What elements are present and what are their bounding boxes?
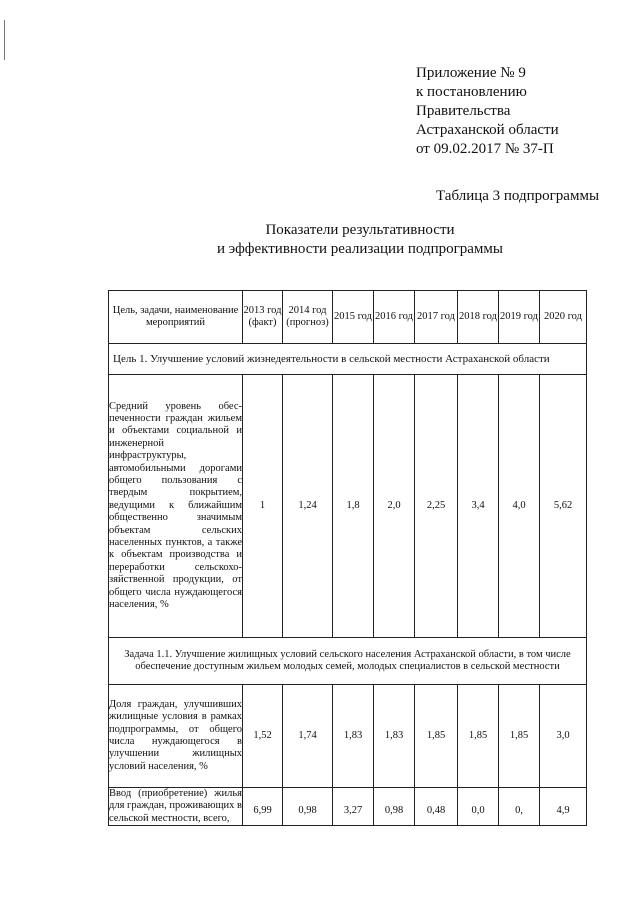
- value-cell: 1,85: [499, 685, 540, 788]
- appendix-line: к постановлению: [416, 84, 527, 100]
- value-cell: 1,24: [283, 375, 333, 638]
- value-cell: 0,98: [374, 788, 415, 826]
- document-title-line-1: Показатели результативности: [265, 222, 455, 238]
- value-cell: 1,83: [374, 685, 415, 788]
- table-reference: Таблица 3 подпрограммы: [436, 188, 600, 204]
- appendix-block: [416, 64, 559, 159]
- value-cell: 4,0: [499, 375, 540, 638]
- table-header-row: [109, 291, 587, 344]
- value-cell: 1,52: [243, 685, 283, 788]
- page-edge-mark: [4, 20, 5, 60]
- table-row: [109, 788, 587, 826]
- header-cell-year: 2015 год: [333, 291, 374, 344]
- value-cell: 3,27: [333, 788, 374, 826]
- indicator-name: Ввод (приобретение) жилья для граждан, проживающих в сельской местности, всего,: [109, 788, 242, 824]
- task-row: [109, 638, 587, 685]
- header-cell-year: 2013 год (факт): [243, 291, 283, 344]
- value-cell: 0,48: [415, 788, 458, 826]
- value-cell: 0,98: [283, 788, 333, 826]
- appendix-line: Астраханской области: [416, 122, 559, 138]
- value-cell: 1: [243, 375, 283, 638]
- value-cell: 3,0: [540, 685, 587, 788]
- task-cell: Задача 1.1. Улучшение жилищных условий сельского населения Астраханской области, в том числе обеспечение доступным жильем молодых семей, молодых специалистов в сельской местности: [109, 638, 587, 685]
- value-cell: 1,85: [415, 685, 458, 788]
- header-cell-year: 2020 год: [540, 291, 587, 344]
- value-cell: 1,74: [283, 685, 333, 788]
- value-cell: 6,99: [243, 788, 283, 826]
- header-cell-year: 2019 год: [499, 291, 540, 344]
- indicator-name: Доля граждан, улучшивших жилищные условия в рамках подпрограммы, от общего числа нуждающегося в улучшении жилищных условий населения, %: [109, 685, 243, 788]
- value-cell: 5,62: [540, 375, 587, 638]
- appendix-line: от 09.02.2017 № 37-П: [416, 141, 554, 157]
- header-cell-year: 2014 год (прогноз): [283, 291, 333, 344]
- value-cell: 1,83: [333, 685, 374, 788]
- value-cell: 2,25: [415, 375, 458, 638]
- goal-cell: Цель 1. Улучшение условий жизнедеятельности в сельской местности Астраханской области: [109, 344, 587, 375]
- value-cell: 1,8: [333, 375, 374, 638]
- header-cell-name: Цель, задачи, наименование мероприятий: [109, 291, 243, 344]
- header-cell-year: 2017 год: [415, 291, 458, 344]
- table-row: [109, 685, 587, 788]
- goal-row: [109, 344, 587, 375]
- value-cell: 4,9: [540, 788, 587, 826]
- value-cell: 2,0: [374, 375, 415, 638]
- document-title-line-2: и эффективности реализации подпрограммы: [217, 241, 503, 257]
- value-cell: 1,85: [458, 685, 499, 788]
- indicators-table: [108, 290, 587, 826]
- appendix-line: Правительства: [416, 103, 511, 119]
- value-cell: 3,4: [458, 375, 499, 638]
- table-row: [109, 375, 587, 638]
- header-cell-year: 2018 год: [458, 291, 499, 344]
- header-cell-year: 2016 год: [374, 291, 415, 344]
- value-cell: 0,: [499, 788, 540, 826]
- appendix-line: Приложение № 9: [416, 65, 526, 81]
- value-cell: 0,0: [458, 788, 499, 826]
- indicator-name: Средний уровень обеспеченности граждан жильем и объектами социальной и инженерной инфраструктуры, автомобильными дорогами общего пользования с твердым покрытием, ведущими к ближайшим общественно значимым объектам сельских населенных пунктов, а также к объектам производства и переработки сельскохозяйственной продукции, от общего числа нуждающегося населения, %: [109, 375, 243, 638]
